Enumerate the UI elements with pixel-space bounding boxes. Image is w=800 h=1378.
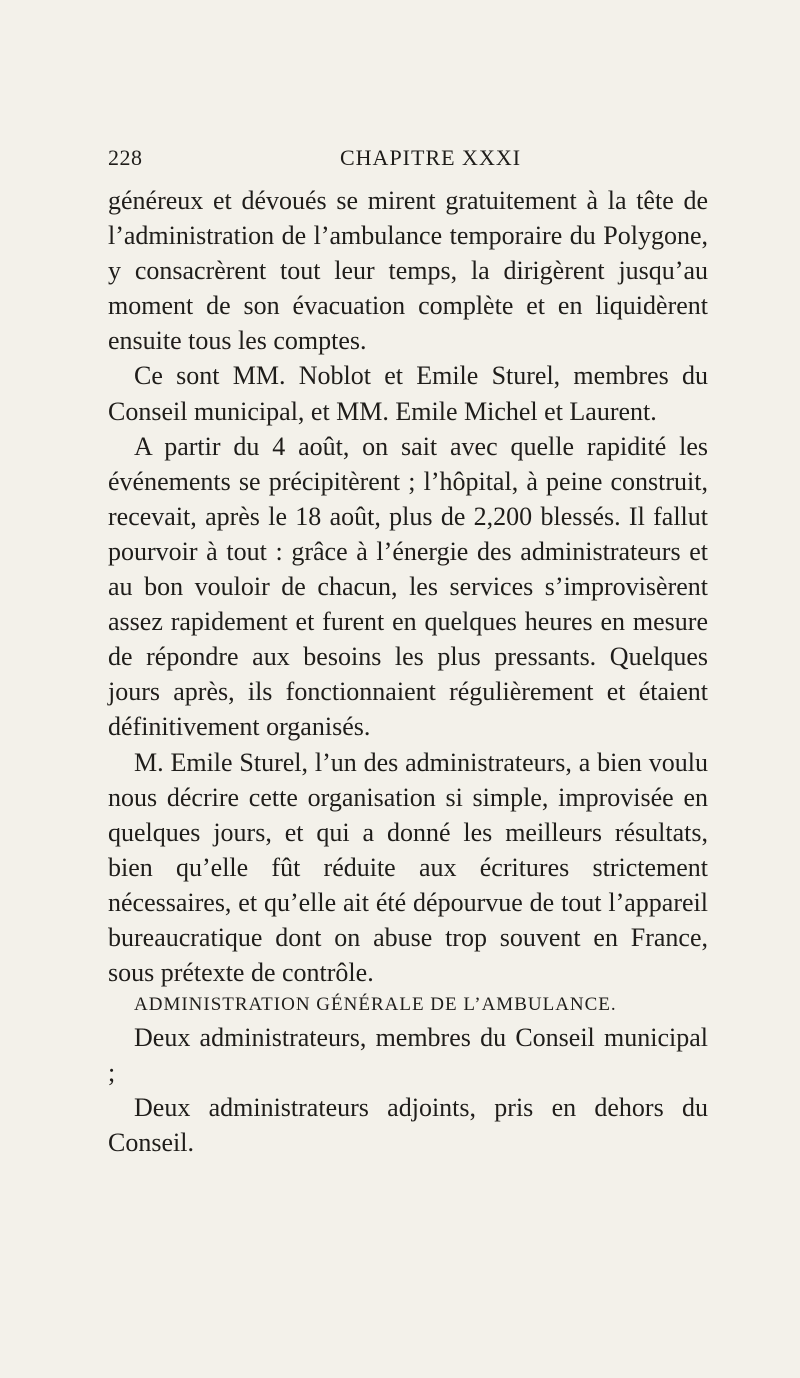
paragraph-events: A partir du 4 août, on sait avec quelle rapidité les événements se précipitèrent ; l’hôpital, à peine construit, recevait, après le 18 août, plus de 2,200 blessés. Il fallut pourvoir à tout : grâce à l’énergie des administrateurs et au bon vouloir de chacun, les services s’improvisèrent assez rapidement et furent en quelques heures en mesure de répondre aux besoins les plus pressants. Quelques jours après, ils fonctionnaient régulièrement et étaient définitivement organisés. (108, 431, 708, 742)
body-text (108, 183, 708, 1161)
paragraph-organisation: M. Emile Sturel, l’un des administrateurs, a bien voulu nous décrire cette organisation si simple, improvisée en quelques jours, et qui a donné les meilleurs résultats, bien qu’elle fût réduite aux écritures strictement nécessaires, et qu’elle ait été dépourvue de tout l’appareil bureaucratique dont on abuse trop souvent en France, sous prétexte de contrôle. (108, 747, 708, 988)
list-entry: Deux administrateurs, membres du Conseil municipal ; (108, 1023, 708, 1088)
running-head (108, 145, 708, 175)
paragraph-continuation: généreux et dévoués se mirent gratuitement à la tête de l’administration de l’ambulance temporaire du Polygone, y consacrèrent tout leur temps, la dirigèrent jusqu’au moment de son évacuation complète et en liquidèrent ensuite tous les comptes. (108, 186, 708, 356)
page-number: 228 (108, 145, 143, 170)
paragraph-members: Ce sont MM. Noblot et Emile Sturel, membres du Conseil municipal, et MM. Emile Michel et Laurent. (108, 361, 708, 426)
section-heading: ADMINISTRATION GÉNÉRALE DE L’AMBULANCE. (134, 994, 617, 1016)
chapter-title: CHAPITRE XXXI (340, 145, 522, 170)
list-entry: Deux administrateurs adjoints, pris en dehors du Conseil. (108, 1093, 708, 1158)
